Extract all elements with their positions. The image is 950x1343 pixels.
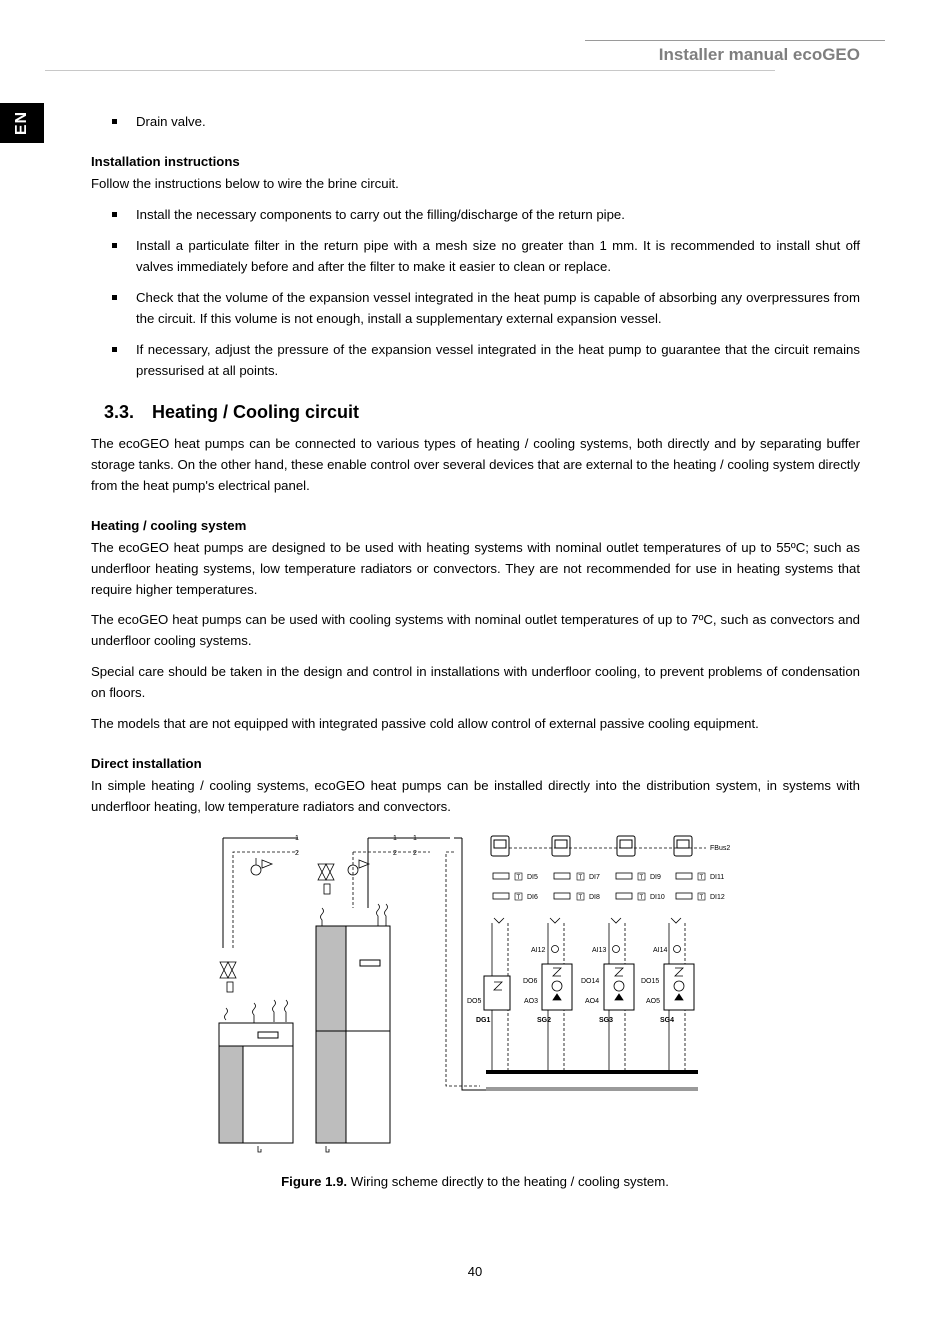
heat-pump-left [219,1023,293,1143]
digital-out-label: DO15 [641,978,660,985]
installation-heading: Installation instructions [91,154,240,169]
input-label: DI5 [527,874,538,881]
digital-out-label: DO6 [523,978,538,985]
analog-out-label: AO3 [524,998,539,1005]
temp-mark: T [578,875,583,881]
thermostats [491,836,692,856]
pipe-label: 1 [295,835,299,842]
bus-label: FBus2 [710,845,731,852]
input-label: DI8 [589,894,600,901]
temp-mark: T [699,895,704,901]
figure-caption [0,1174,950,1189]
bullet-drain-valve: Drain valve. [136,114,206,129]
installation-bullet: Install a particulate filter in the return pipe with a mesh size no greater than 1 mm. It is recommended to install shut off valves immediately before and after the filter to make it easier to clean or replace. [136,238,860,274]
section-number: 3.3. [104,402,135,422]
installation-bullet: Check that the volume of the expansion vessel integrated in the heat pump is capable of absorbing any overpressures from the circuit. If this volume is not enough, install a supplementary external expansion vessel. [136,290,860,326]
analog-out-label: AO5 [646,998,661,1005]
group-label: DG1 [476,1017,491,1024]
pipe-label: 2 [393,850,397,857]
section-heading [104,402,359,423]
temp-mark: T [516,875,521,881]
header-title: Installer manual ecoGEO [658,45,860,64]
direct-heading: Direct installation [91,756,202,771]
input-label: DI12 [710,894,725,901]
system-heading: Heating / cooling system [91,518,247,533]
group-label: SG2 [537,1017,552,1024]
group-label: SG3 [599,1017,614,1024]
input-label: DI7 [589,874,600,881]
analog-in-label: AI12 [531,947,546,954]
installation-bullet: Install the necessary components to carry out the filling/discharge of the return pipe. [136,207,625,222]
system-paragraph: The ecoGEO heat pumps are designed to be used with heating systems with nominal outlet temperatures of up to 55ºC; such as underfloor heating systems, low temperature radiators or convectors. They are not recommended for use in heating systems that require higher temperatures. [91,540,860,597]
temp-mark: T [639,875,644,881]
heat-pump-right [316,926,390,1143]
input-label: DI10 [650,894,665,901]
section-intro: The ecoGEO heat pumps can be connected to various types of heating / cooling systems, both directly and by separating buffer storage tanks. On the other hand, these enable control over several devices that are external to the heating / cooling system directly from the heat pump's electrical panel. [91,436,860,493]
figure-caption-text: Wiring scheme directly to the heating / cooling system. [350,1174,669,1189]
header-rule-top [585,40,885,41]
analog-in-label: AI13 [592,947,607,954]
system-paragraph: The models that are not equipped with integrated passive cold allow control of external passive cooling equipment. [91,716,759,731]
pipe-label: 1 [413,835,417,842]
pipe-label: 2 [295,850,299,857]
header-rule-bottom [45,70,775,71]
pipe-label: 1 [393,835,397,842]
temp-mark: T [699,875,704,881]
direct-text: In simple heating / cooling systems, ecoGEO heat pumps can be installed directly into the distribution system, in systems with underfloor heating, low temperature radiators and convectors. [91,778,860,814]
language-tab-label: EN [12,110,30,136]
temp-mark: T [578,895,583,901]
temp-mark: T [639,895,644,901]
input-label: DI6 [527,894,538,901]
analog-out-label: AO4 [585,998,600,1005]
pipe-label: 2 [413,850,417,857]
input-label: DI11 [710,874,725,881]
installation-intro: Follow the instructions below to wire the brine circuit. [91,176,399,191]
circuit-lines [492,918,685,1070]
return-collector [486,1087,698,1091]
temp-mark: T [516,895,521,901]
system-paragraph: Special care should be taken in the design and control in installations with underfloor cooling, to prevent problems of condensation on floors. [91,664,860,700]
figure-label: Figure 1.9. [281,1174,348,1189]
digital-out-label: DO5 [467,998,482,1005]
analog-in-label: AI14 [653,947,668,954]
page-number: 40 [467,1264,483,1279]
wiring-diagram [218,828,738,1158]
section-title: Heating / Cooling circuit [152,402,360,422]
input-label: DI9 [650,874,661,881]
system-paragraph: The ecoGEO heat pumps can be used with cooling systems with nominal outlet temperatures of up to 7ºC, such as convectors and underfloor cooling systems. [91,612,860,648]
installation-bullet: If necessary, adjust the pressure of the expansion vessel integrated in the heat pump to guarantee that the circuit remains pressurised at all points. [136,342,860,378]
digital-out-label: DO14 [581,978,600,985]
language-tab [0,103,44,143]
group-label: SG4 [660,1017,675,1024]
supply-collector [486,1070,698,1074]
